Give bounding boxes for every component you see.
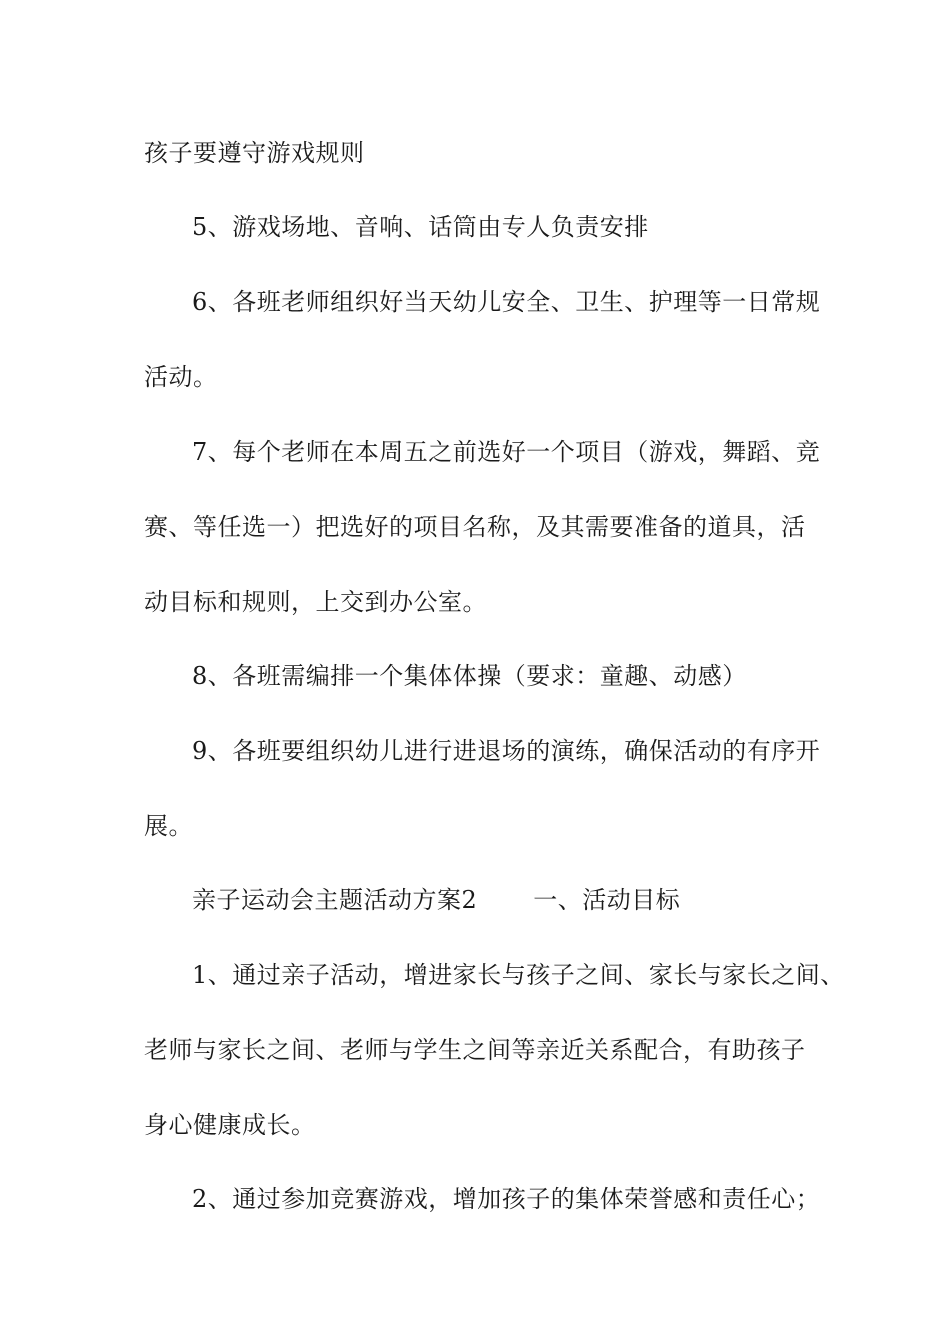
paragraph-line: 身心健康成长。	[144, 1111, 316, 1139]
paragraph-line: 动目标和规则，上交到办公室。	[144, 588, 487, 616]
paragraph-line: 赛、等任选一）把选好的项目名称，及其需要准备的道具，活	[144, 513, 806, 541]
paragraph-line: 5、游戏场地、音响、话筒由专人负责安排	[192, 213, 649, 241]
paragraph-line: 展。	[144, 812, 193, 840]
paragraph-line: 9、各班要组织幼儿进行进退场的演练，确保活动的有序开	[192, 737, 821, 765]
paragraph-line: 7、每个老师在本周五之前选好一个项目（游戏，舞蹈、竞	[192, 438, 821, 466]
paragraph-line: 2、通过参加竞赛游戏，增加孩子的集体荣誉感和责任心；	[192, 1185, 821, 1213]
paragraph-line: 1、通过亲子活动，增进家长与孩子之间、家长与家长之间、	[192, 961, 845, 989]
paragraph-line: 老师与家长之间、老师与学生之间等亲近关系配合，有助孩子	[144, 1036, 806, 1064]
paragraph-line: 6、各班老师组织好当天幼儿安全、卫生、护理等一日常规	[192, 288, 821, 316]
paragraph-line: 8、各班需编排一个集体体操（要求：童趣、动感）	[192, 662, 747, 690]
paragraph-line: 孩子要遵守游戏规则	[144, 139, 365, 167]
paragraph-line: 活动。	[144, 363, 218, 391]
section-heading: 一、活动目标	[533, 886, 681, 914]
doc-title: 亲子运动会主题活动方案2	[192, 886, 478, 914]
section-heading-line	[192, 884, 680, 916]
